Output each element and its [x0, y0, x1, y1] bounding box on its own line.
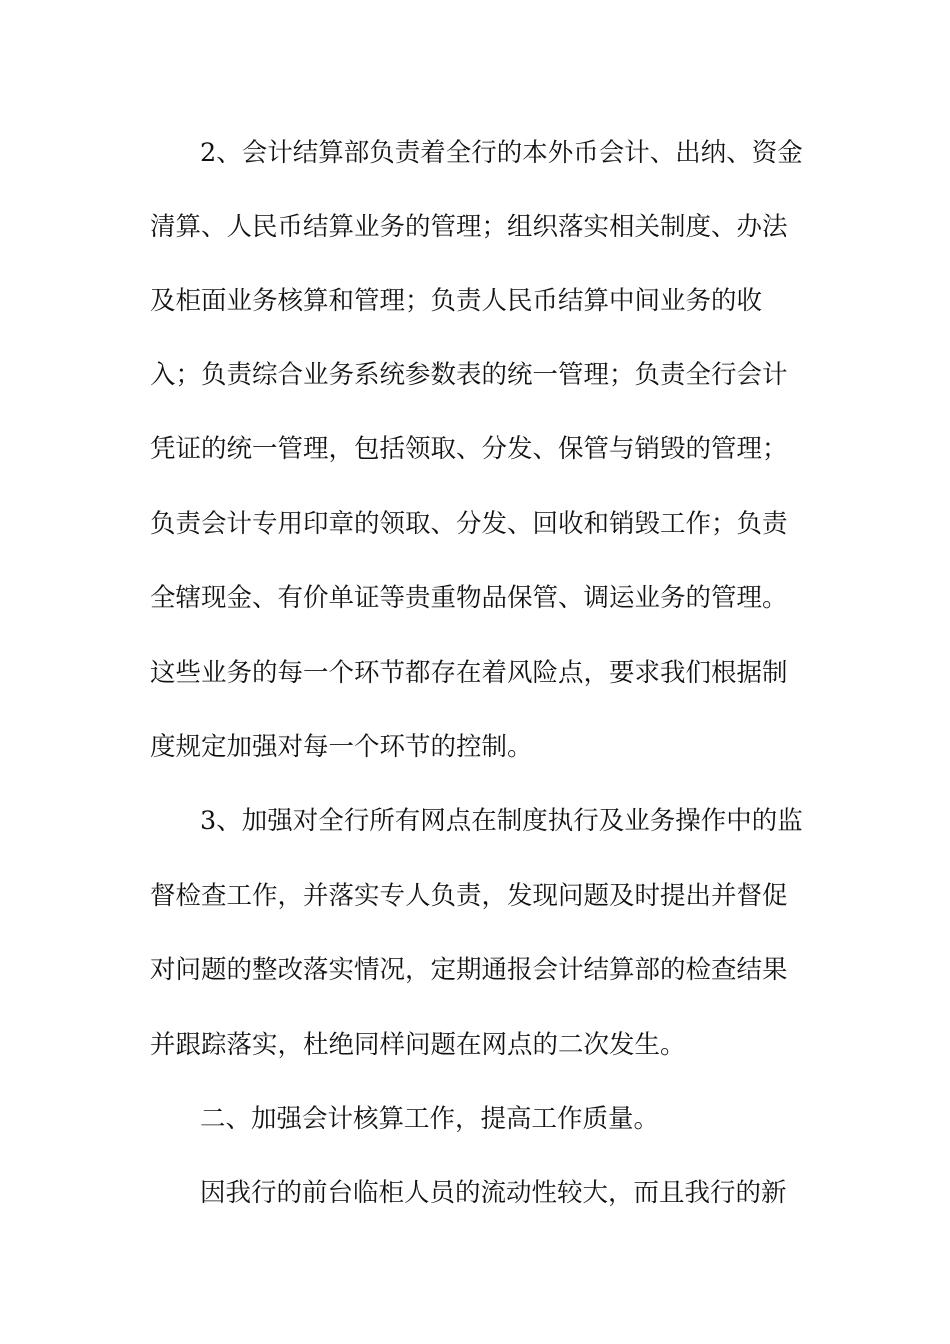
paragraph-2-line-9: 度规定加强对每一个环节的控制。 [150, 732, 533, 762]
paragraph-2-line-2: 清算、人民币结算业务的管理；组织落实相关制度、办法 [150, 212, 788, 242]
paragraph-4-line-1: 因我行的前台临柜人员的流动性较大，而且我行的新 [200, 1178, 787, 1208]
paragraph-2-line-8: 这些业务的每一个环节都存在着风险点，要求我们根据制 [150, 658, 788, 688]
paragraph-2-line-5: 凭证的统一管理，包括领取、分发、保管与销毁的管理； [150, 434, 788, 464]
paragraph-3-line-2: 督检查工作，并落实专人负责，发现问题及时提出并督促 [150, 881, 788, 911]
paragraph-2-line-1: 2、会计结算部负责着全行的本外币会计、出纳、资金 [200, 138, 803, 168]
paragraph-2-line-3: 及柜面业务核算和管理；负责人民币结算中间业务的收 [150, 286, 763, 316]
section-heading: 二、加强会计核算工作，提高工作质量。 [200, 1104, 660, 1134]
paragraph-2-line-7: 全辖现金、有价单证等贵重物品保管、调运业务的管理。 [150, 583, 788, 613]
paragraph-3-line-3: 对问题的整改落实情况，定期通报会计结算部的检查结果 [150, 955, 788, 985]
paragraph-3-line-1: 3、加强对全行所有网点在制度执行及业务操作中的监 [200, 806, 803, 836]
paragraph-2-line-4: 入；负责综合业务系统参数表的统一管理；负责全行会计 [150, 360, 788, 390]
paragraph-2-line-6: 负责会计专用印章的领取、分发、回收和销毁工作；负责 [150, 509, 788, 539]
paragraph-3-line-4: 并跟踪落实，杜绝同样问题在网点的二次发生。 [150, 1030, 686, 1060]
